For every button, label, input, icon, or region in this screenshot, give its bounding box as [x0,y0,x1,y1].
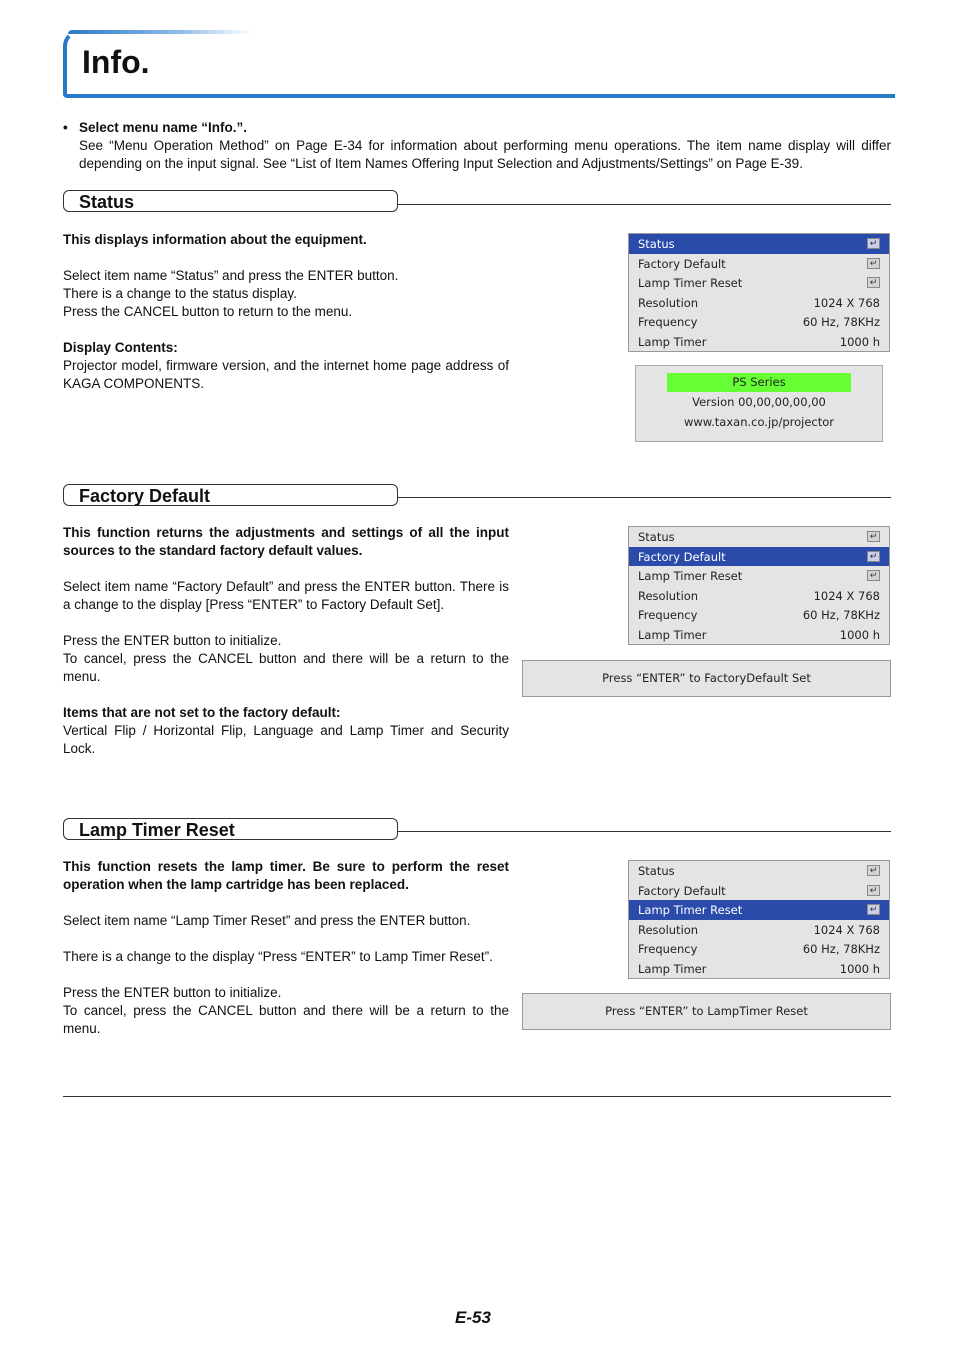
factory-default-p1: Select item name “Factory Default” and press the ENTER button. There is a change to the display [Press “ENTER” to Factory Default Set]. [63,579,509,612]
menu-item-frequency: Frequency 60 Hz, 78KHz [638,608,880,622]
menu-item-resolution: Resolution 1024 X 768 [638,295,880,310]
menu-item-lamp-timer: Lamp Timer 1000 h [638,627,880,642]
menu-item-frequency: Frequency 60 Hz, 78KHz [638,942,880,956]
display-contents-heading: Display Contents: [63,340,178,355]
menu-item-factory-default[interactable]: Factory Default ↵ [629,881,889,901]
menu-item-lamp-timer-reset[interactable]: Lamp Timer Reset ↵ [629,900,889,920]
factory-default-lead: This function returns the adjustments and settings of all the input sources to the standard factory default values. [63,525,509,558]
lamp-timer-reset-p3: Press the ENTER button to initialize. [63,985,282,1000]
menu-item-resolution: Resolution 1024 X 768 [638,588,880,603]
section-heading-factory-default [63,484,398,506]
factory-default-p2: Press the ENTER button to initialize. [63,633,282,648]
not-reset-items-heading: Items that are not set to the factory default: [63,705,341,720]
lamp-timer-reset-confirm-message: Press “ENTER” to LampTimer Reset [522,993,891,1030]
enter-icon: ↵ [867,258,880,269]
factory-default-confirm-message: Press “ENTER” to FactoryDefault Set [522,660,891,697]
footer-rule [63,1096,891,1097]
display-contents-body: Projector model, firmware version, and the internet home page address of KAGA COMPONENTS. [63,358,509,391]
page-title: Info. [82,44,150,80]
section-title: Factory Default [79,486,211,506]
menu-item-status[interactable]: Status ↵ [629,861,889,881]
menu-item-lamp-timer-reset[interactable]: Lamp Timer Reset ↵ [629,273,889,293]
status-p2: There is a change to the status display. [63,286,297,301]
lamp-timer-reset-p1: Select item name “Lamp Timer Reset” and press the ENTER button. [63,913,471,928]
status-p1: Select item name “Status” and press the ENTER button. [63,268,399,283]
enter-icon: ↵ [867,277,880,288]
menu-item-lamp-timer: Lamp Timer 1000 h [638,334,880,349]
lamp-timer-reset-p4: To cancel, press the CANCEL button and there will be a return to the menu. [63,1003,509,1036]
menu-item-factory-default[interactable]: Factory Default ↵ [629,254,889,274]
projector-model: PS Series [667,373,851,392]
page-number: E-53 [455,1308,491,1327]
enter-icon: ↵ [867,551,880,562]
intro-body: See “Menu Operation Method” on Page E-34 for information about performing menu operations. The item name display will differ depending on the input signal. See “List of Item Names Offering Input Selection and Adjustments/Settings” on Page E-39. [79,138,891,171]
osd-menu-status-selected [628,233,890,352]
section-heading-lamp-timer-reset [63,818,398,840]
section-title: Lamp Timer Reset [79,820,235,840]
status-lead: This displays information about the equipment. [63,232,367,247]
lamp-timer-reset-p2: There is a change to the display “Press “ENTER” to Lamp Timer Reset”. [63,949,493,964]
section-heading-status [63,190,398,212]
enter-icon: ↵ [867,885,880,896]
title-frame [63,30,895,98]
menu-item-resolution: Resolution 1024 X 768 [638,922,880,937]
factory-default-text [63,524,509,758]
menu-item-lamp-timer-reset[interactable]: Lamp Timer Reset ↵ [629,566,889,586]
lamp-timer-reset-lead: This function resets the lamp timer. Be sure to perform the reset operation when the lamp cartridge has been replaced. [63,859,509,892]
firmware-version: Version 00,00,00,00,00 [692,395,826,409]
lamp-timer-reset-text [63,858,509,1038]
menu-item-lamp-timer: Lamp Timer 1000 h [638,961,880,976]
menu-item-frequency: Frequency 60 Hz, 78KHz [638,315,880,329]
status-text [63,231,509,393]
not-reset-items-body: Vertical Flip / Horizontal Flip, Language and Lamp Timer and Security Lock. [63,723,509,756]
status-p3: Press the CANCEL button to return to the menu. [63,304,353,319]
menu-item-status[interactable]: Status ↵ [629,234,889,254]
section-rule [398,497,891,498]
enter-icon: ↵ [867,531,880,542]
section-rule [398,831,891,832]
osd-menu-factory-default-selected [628,526,890,645]
intro-heading: Select menu name “Info.”. [79,120,248,135]
home-page-url: www.taxan.co.jp/projector [683,415,835,429]
enter-icon: ↵ [867,865,880,876]
enter-icon: ↵ [867,238,880,249]
title-accent-line [68,30,253,34]
status-display [635,365,883,442]
section-rule [398,204,891,205]
section-title: Status [79,192,135,212]
osd-menu-lamp-timer-reset-selected [628,860,890,979]
factory-default-p3: To cancel, press the CANCEL button and there will be a return to the menu. [63,651,509,684]
bullet-icon: • [63,120,68,135]
enter-icon: ↵ [867,570,880,581]
menu-item-factory-default[interactable]: Factory Default ↵ [629,547,889,567]
menu-item-status[interactable]: Status ↵ [629,527,889,547]
enter-icon: ↵ [867,904,880,915]
